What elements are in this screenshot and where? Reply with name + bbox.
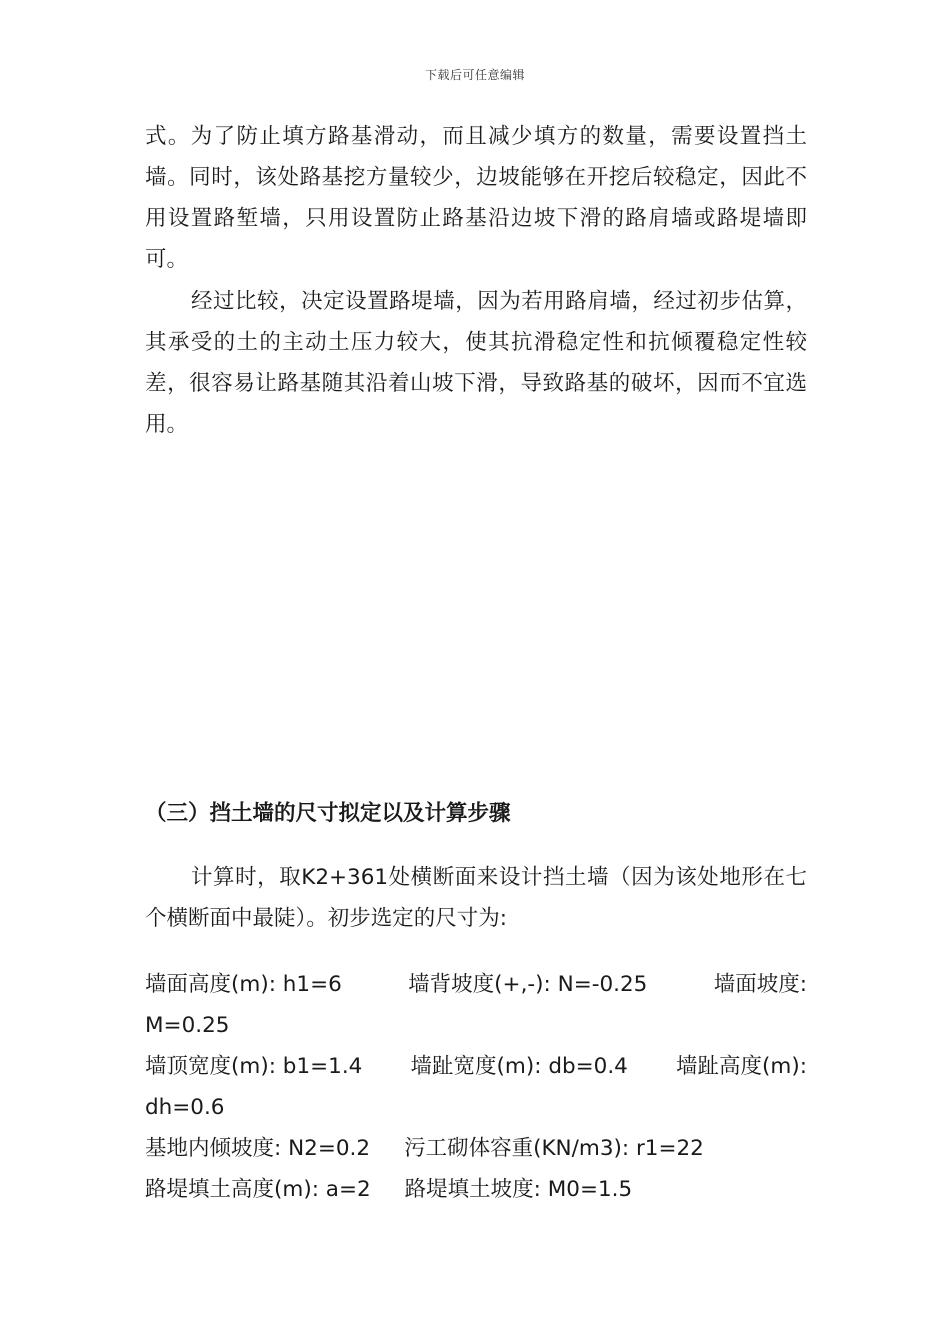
paragraph-2: 经过比较，决定设置路堤墙，因为若用路肩墙，经过初步估算，其承受的土的主动土压力较大，使其抗滑稳定性和抗倾覆稳定性较差，很容易让路基随其沿着山坡下滑，导致路基的破坏，因而不宜选用。 xyxy=(145,289,807,437)
param-line-5 xyxy=(145,1128,807,1169)
paragraph-1: 式。为了防止填方路基滑动，而且减少填方的数量，需要设置挡土墙。同时，该处路基挖方量较少，边坡能够在开挖后较稳定，因此不用设置路堑墙，只用设置防止路基沿边坡下滑的路肩墙或路堤墙即可。 xyxy=(145,124,807,272)
param-base-inner-slope: 基地内倾坡度: N2=0.2 xyxy=(145,1136,371,1161)
section-intro: 计算时，取K2+361处横断面来设计挡土墙（因为该处地形在七个横断面中最陡）。初步选定的尺寸为: xyxy=(145,865,807,931)
param-line-3 xyxy=(145,1046,807,1087)
param-embankment-fill-slope: 路堤填土坡度: M0=1.5 xyxy=(404,1177,633,1202)
param-line-4 xyxy=(145,1087,807,1128)
param-wall-toe-width: 墙趾宽度(m): db=0.4 xyxy=(410,1054,628,1079)
param-wall-back-slope: 墙背坡度(+,-): N=-0.25 xyxy=(408,972,648,997)
param-embankment-fill-height: 路堤填土高度(m): a=2 xyxy=(145,1177,371,1202)
parameter-list xyxy=(145,964,807,1210)
param-line-6 xyxy=(145,1169,807,1210)
param-wall-top-width: 墙顶宽度(m): b1=1.4 xyxy=(145,1054,363,1079)
page-header: 下载后可任意编辑 xyxy=(424,68,525,82)
param-masonry-unit-weight: 污工砌体容重(KN/m3): r1=22 xyxy=(404,1136,704,1161)
param-wall-toe-height-label: 墙趾高度(m): xyxy=(676,1054,807,1079)
param-wall-face-height: 墙面高度(m): h1=6 xyxy=(145,972,342,997)
param-wall-face-slope-label: 墙面坡度: xyxy=(713,972,807,997)
param-wall-toe-height-value: dh=0.6 xyxy=(145,1095,225,1120)
param-wall-face-slope-value: M=0.25 xyxy=(145,1013,230,1038)
param-line-1 xyxy=(145,964,807,1005)
param-line-2 xyxy=(145,1005,807,1046)
section-heading: （三）挡土墙的尺寸拟定以及计算步骤 xyxy=(145,801,511,826)
